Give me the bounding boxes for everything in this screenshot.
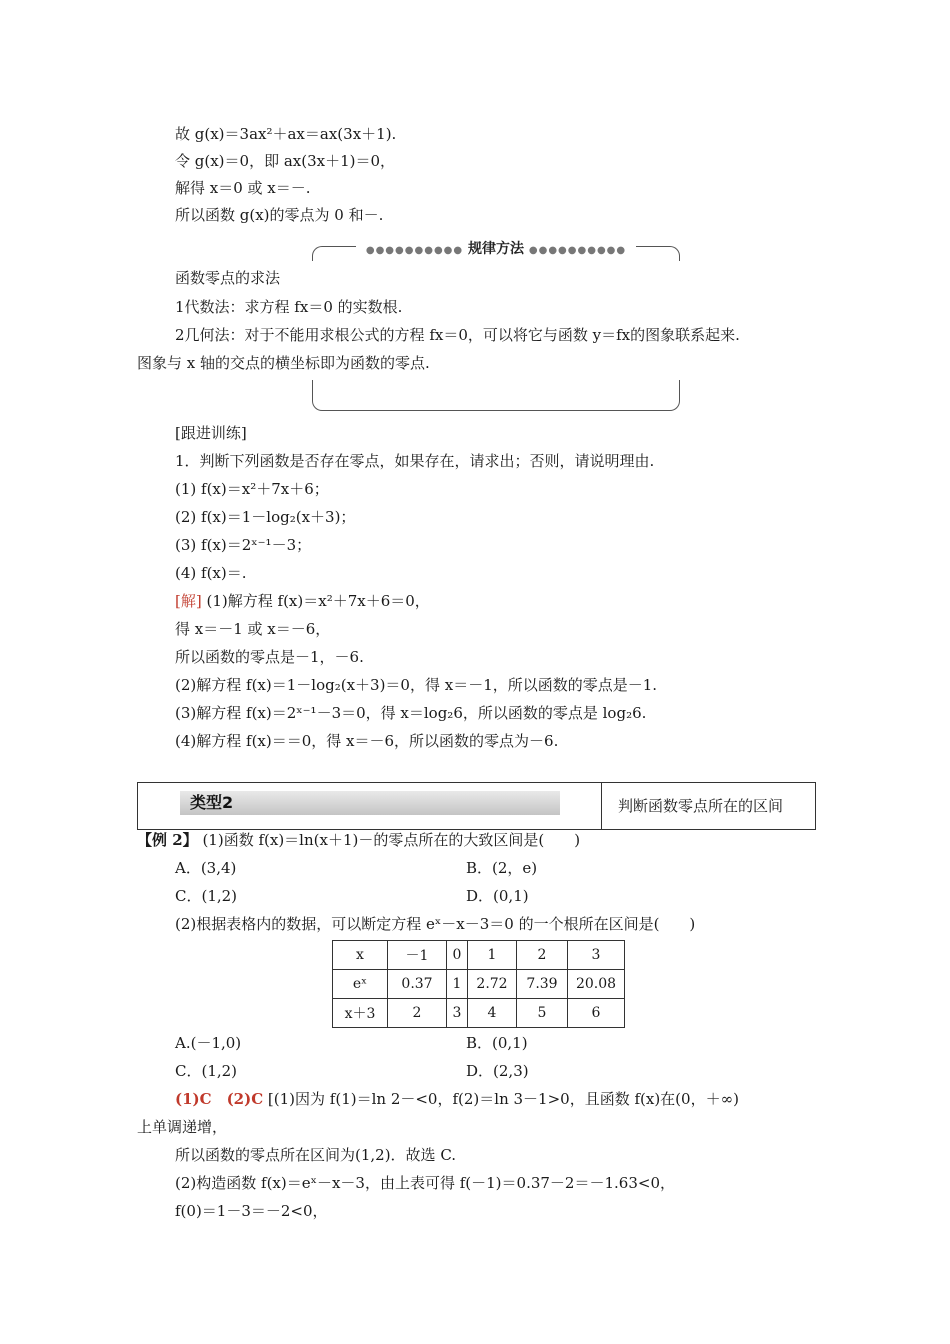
answer-line: 所以函数的零点所在区间为(1,2)．故选 C. bbox=[175, 1146, 457, 1164]
table-cell: 2 bbox=[517, 941, 568, 970]
method-title-text: 规律方法 bbox=[468, 241, 524, 257]
table-cell: 1 bbox=[468, 941, 517, 970]
example-q2: (2)根据表格内的数据，可以断定方程 eˣ－x－3＝0 的一个根所在区间是( ) bbox=[175, 915, 696, 933]
example-question bbox=[137, 830, 580, 850]
table-cell: －1 bbox=[388, 941, 447, 970]
practice-item: (1) f(x)＝x²＋7x＋6； bbox=[175, 480, 329, 498]
option-b: B．(2，e) bbox=[466, 859, 538, 877]
option-a: A．(3,4) bbox=[175, 859, 237, 877]
solution-line: 所以函数的零点是－1，－6. bbox=[175, 648, 364, 666]
table-cell: 20.08 bbox=[568, 970, 625, 999]
solution-line: (2)解方程 f(x)＝1－log₂(x＋3)＝0，得 x＝－1，所以函数的零点是－1. bbox=[175, 676, 658, 694]
divider bbox=[601, 783, 602, 829]
type-header bbox=[137, 782, 816, 830]
solution-text: (1)解方程 f(x)＝x²＋7x＋6＝0， bbox=[206, 592, 430, 610]
method-box-bottom bbox=[312, 380, 680, 411]
table-cell: eˣ bbox=[333, 970, 388, 999]
practice-item: (3) f(x)＝2ˣ⁻¹－3； bbox=[175, 536, 312, 554]
solution-line: (4)解方程 f(x)＝＝0，得 x＝－6，所以函数的零点为－6. bbox=[175, 732, 559, 750]
table-cell: 1 bbox=[447, 970, 468, 999]
text-line: 令 g(x)＝0，即 ax(3x＋1)＝0， bbox=[175, 152, 396, 170]
method-title bbox=[356, 238, 636, 260]
solution-line: (3)解方程 f(x)＝2ˣ⁻¹－3＝0，得 x＝log₂6，所以函数的零点是 log₂6. bbox=[175, 704, 647, 722]
option-a: A.(－1,0) bbox=[175, 1034, 242, 1052]
table-cell: 5 bbox=[517, 999, 568, 1028]
dots-right-icon: ●●●●●●●●●● bbox=[528, 245, 627, 256]
option-d: D．(0,1) bbox=[466, 887, 529, 905]
text-line: 解得 x＝0 或 x＝－. bbox=[175, 179, 311, 197]
option-c: C．(1,2) bbox=[175, 1062, 238, 1080]
table-row bbox=[333, 999, 625, 1028]
answer-line bbox=[175, 1089, 739, 1109]
option-c: C．(1,2) bbox=[175, 887, 238, 905]
answer-line: f(0)＝1－3＝－2<0， bbox=[175, 1202, 328, 1220]
method-item: 图象与 x 轴的交点的横坐标即为函数的零点. bbox=[137, 354, 430, 372]
type-title: 判断函数零点所在的区间 bbox=[618, 797, 784, 815]
type-label: 类型2 bbox=[190, 793, 234, 812]
answer-line: 上单调递增， bbox=[137, 1118, 228, 1136]
table-cell: 2 bbox=[388, 999, 447, 1028]
table-cell: 0 bbox=[447, 941, 468, 970]
table-cell: 0.37 bbox=[388, 970, 447, 999]
solution-line: 得 x＝－1 或 x＝－6， bbox=[175, 620, 331, 638]
practice-question: 1．判断下列函数是否存在零点，如果存在，请求出；否则，请说明理由. bbox=[175, 452, 655, 470]
table-cell: x bbox=[333, 941, 388, 970]
data-table bbox=[332, 940, 625, 1028]
table-cell: 6 bbox=[568, 999, 625, 1028]
table-cell: 7.39 bbox=[517, 970, 568, 999]
table-row bbox=[333, 941, 625, 970]
answer-tag: (1)C (2)C bbox=[175, 1090, 264, 1108]
example-q1: (1)函数 f(x)＝ln(x＋1)－的零点所在的大致区间是( ) bbox=[202, 831, 581, 849]
option-b: B．(0,1) bbox=[466, 1034, 528, 1052]
text-line: 所以函数 g(x)的零点为 0 和－. bbox=[175, 206, 384, 224]
practice-header: [跟进训练] bbox=[175, 424, 247, 442]
example-tag: 【例 2】 bbox=[137, 831, 198, 849]
dots-left-icon: ●●●●●●●●●● bbox=[365, 245, 464, 256]
method-item: 1代数法：求方程 fx＝0 的实数根. bbox=[175, 298, 403, 316]
type-label-bar bbox=[180, 791, 560, 815]
table-cell: x＋3 bbox=[333, 999, 388, 1028]
table-row bbox=[333, 970, 625, 999]
table-cell: 3 bbox=[568, 941, 625, 970]
table-cell: 3 bbox=[447, 999, 468, 1028]
answer-text: [(1)因为 f(1)＝ln 2－<0，f(2)＝ln 3－1>0，且函数 f(x)在(0，＋∞) bbox=[267, 1090, 739, 1108]
practice-item: (2) f(x)＝1－log₂(x＋3)； bbox=[175, 508, 356, 526]
method-subtitle: 函数零点的求法 bbox=[175, 269, 281, 287]
option-d: D．(2,3) bbox=[466, 1062, 529, 1080]
table-cell: 2.72 bbox=[468, 970, 517, 999]
answer-line: (2)构造函数 f(x)＝eˣ－x－3，由上表可得 f(－1)＝0.37－2＝－1.63<0， bbox=[175, 1174, 675, 1192]
text-line: 故 g(x)＝3ax²＋ax＝ax(3x＋1). bbox=[175, 125, 397, 143]
practice-item: (4) f(x)＝. bbox=[175, 564, 247, 582]
method-item: 2几何法：对于不能用求根公式的方程 fx＝0，可以将它与函数 y＝fx的图象联系起来. bbox=[175, 326, 740, 344]
solution-tag: [解] bbox=[175, 592, 202, 610]
table-cell: 4 bbox=[468, 999, 517, 1028]
solution-line bbox=[175, 591, 430, 611]
